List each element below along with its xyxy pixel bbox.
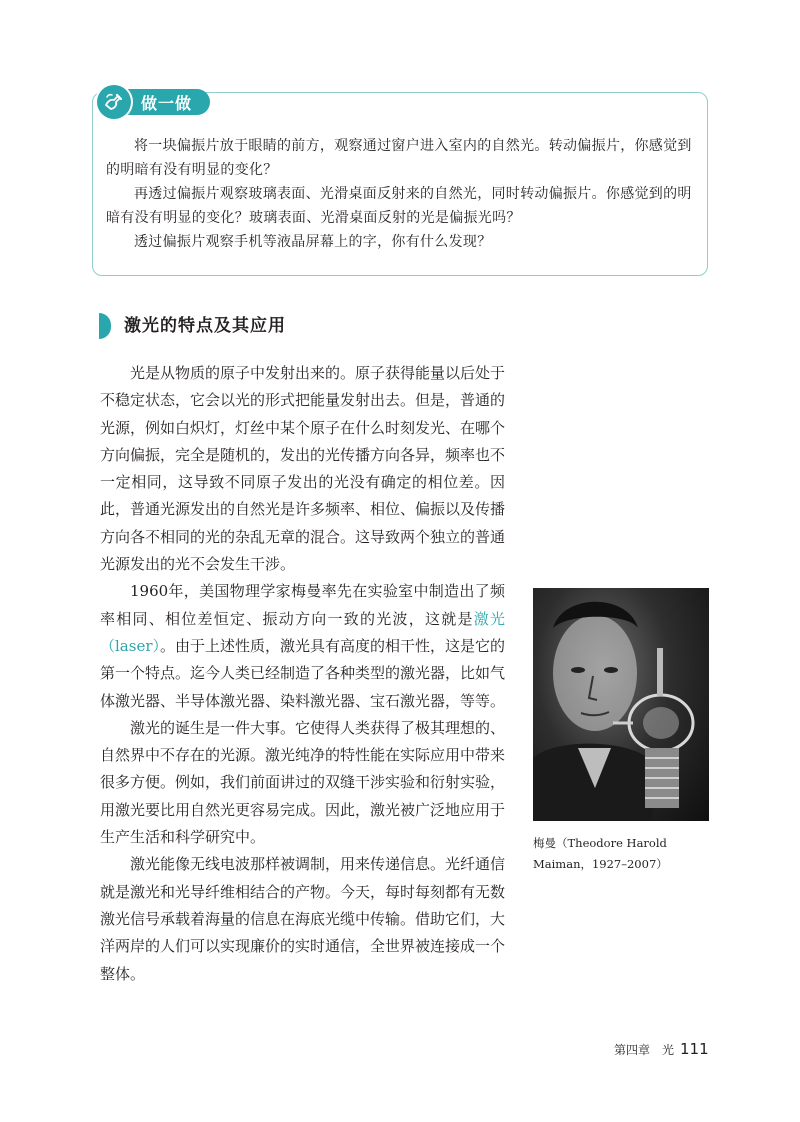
body-text — [100, 360, 505, 988]
activity-text — [106, 134, 696, 254]
section-title: 激光的特点及其应用 — [124, 316, 286, 336]
body-text-run: 1960年，美国物理学家梅曼率先在实验室中制造出了频率相同、相位差恒定、振动方向一致的光波，这就是 — [100, 582, 505, 628]
highlight-term: 激光 — [473, 609, 505, 628]
page-number: 111 — [680, 1040, 709, 1058]
chapter-label: 第四章 光 — [614, 1043, 675, 1057]
activity-badge — [97, 85, 210, 119]
body-paragraph: 激光能像无线电波那样被调制，用来传递信息。光纤通信就是激光和光导纤维相结合的产物。今天，每时每刻都有无数激光信号承载着海量的信息在海底光缆中传输。借助它们，大洋两岸的人们可以实现廉价的实时通信，全世界被连接成一个整体。 — [100, 855, 506, 983]
body-paragraph: 激光的诞生是一件大事。它使得人类获得了极其理想的、自然界中不存在的光源。激光纯净的特性能在实际应用中带来很多方便。例如，我们前面讲过的双缝干涉实验和衍射实验，用激光要比用自然光更容易完成。因此，激光被广泛地应用于生产生活和科学研究中。 — [100, 718, 506, 847]
highlight-term-english: （laser） — [100, 636, 160, 655]
photo-caption: 梅曼（Theodore Harold Maiman，1927–2007） — [533, 836, 668, 871]
body-text-run: 。由于上述性质，激光具有高度的相干性，这是它的第一个特点。迄今人类已经制造了各种类型的激光器，比如气体激光器、半导体激光器、染料激光器、宝石激光器，等等。 — [100, 636, 506, 710]
body-paragraph: 光是从物质的原子中发射出来的。原子获得能量以后处于不稳定状态，它会以光的形式把能量发射出去。但是，普通的光源，例如白炽灯，灯丝中某个原子在什么时刻发光、在哪个方向偏振，完全是随机的，发出的光传播方向各异，频率也不一定相同，这导致不同原子发出的光没有确定的相位差。因此，普通光源发出的自然光是许多频率、相位、偏振以及传播方向各不相同的光的杂乱无章的混合。这导致两个独立的普通光源发出的光不会发生干涉。 — [100, 364, 506, 574]
activity-paragraph: 透过偏振片观察手机等液晶屏幕上的字，你有什么发现？ — [134, 234, 492, 250]
body-paragraph — [100, 578, 505, 714]
section-marker — [99, 313, 111, 339]
activity-paragraph: 将一块偏振片放于眼睛的前方，观察通过窗户进入室内的自然光。转动偏振片，你感觉到的明暗有没有明显的变化？ — [106, 138, 692, 178]
maiman-portrait-photo — [533, 588, 709, 821]
hand-tool-icon — [97, 85, 131, 119]
activity-badge-label: 做一做 — [121, 89, 210, 115]
page-footer — [614, 1040, 709, 1058]
activity-paragraph: 再透过偏振片观察玻璃表面、光滑桌面反射来的自然光，同时转动偏振片。你感觉到的明暗有没有明显的变化？玻璃表面、光滑桌面反射的光是偏振光吗？ — [106, 186, 692, 226]
